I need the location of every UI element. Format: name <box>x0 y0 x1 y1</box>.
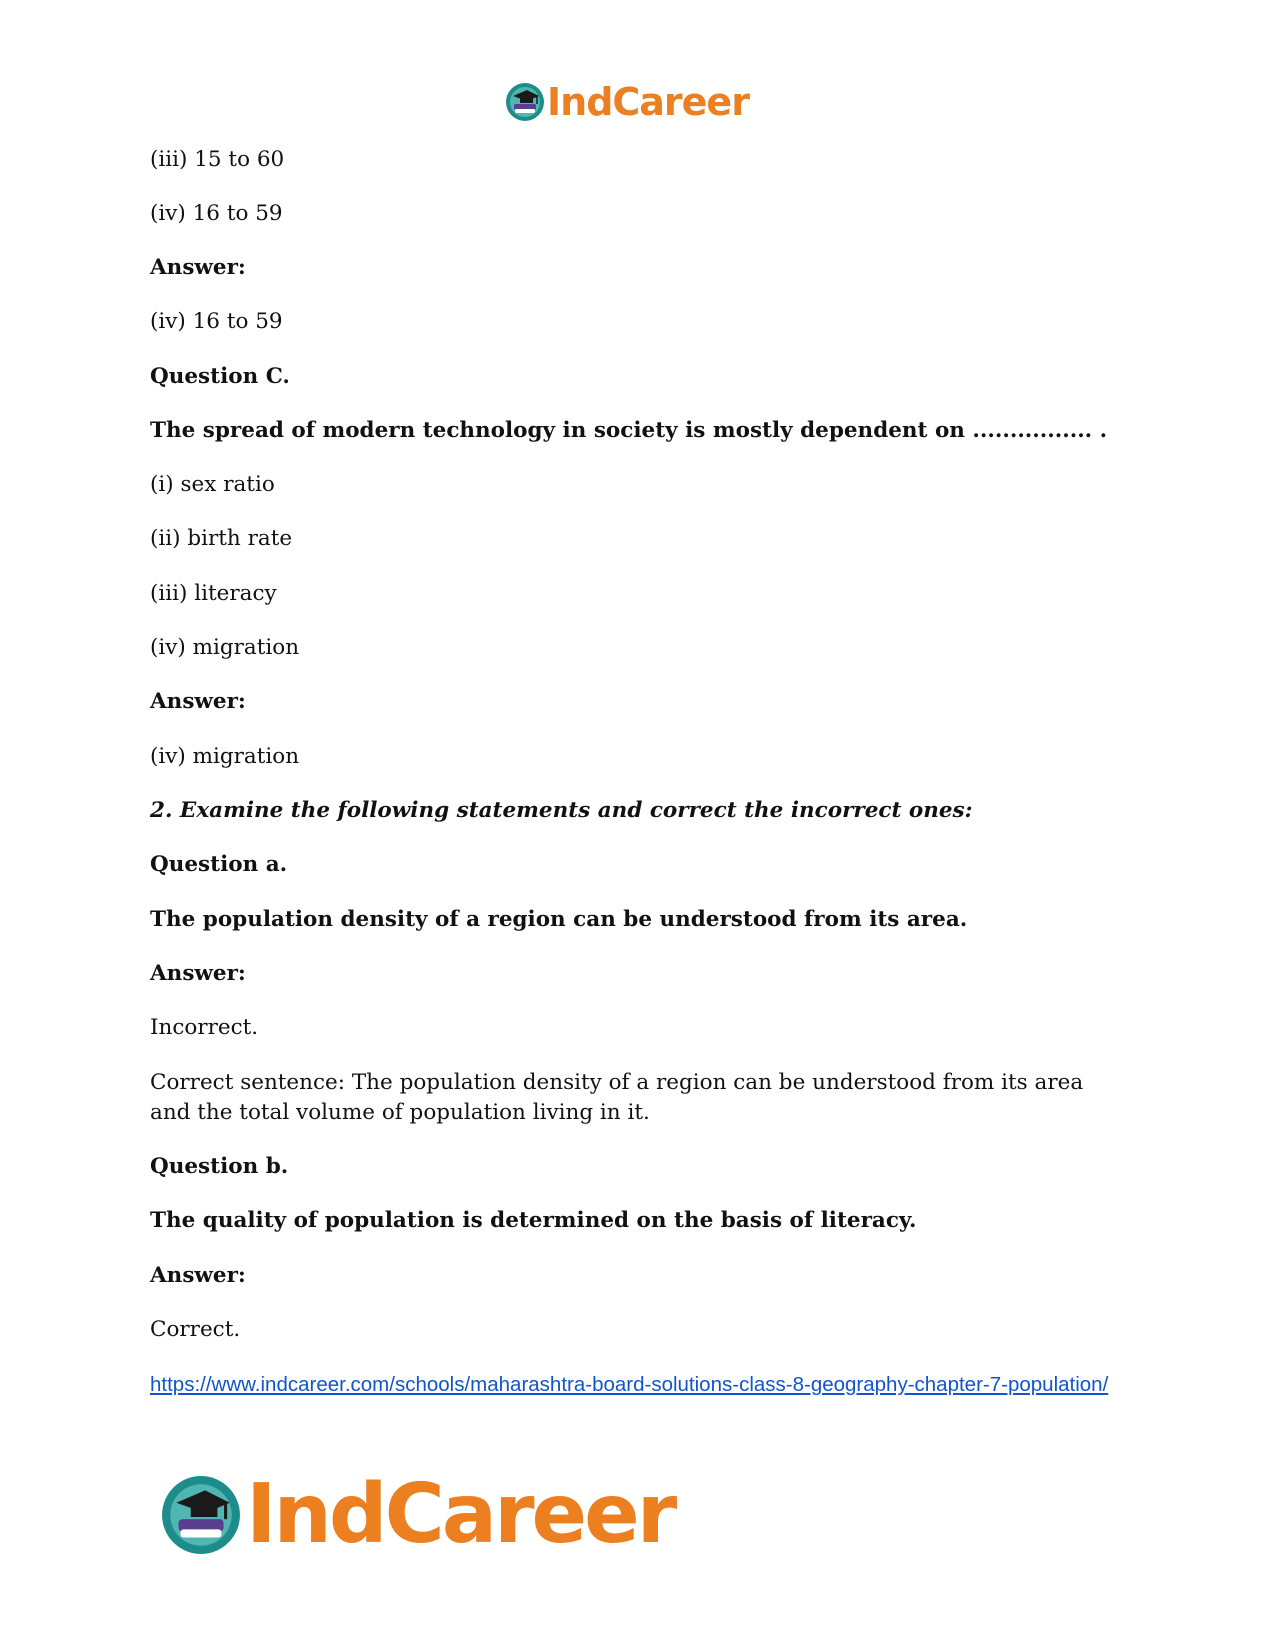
answer-verdict: Correct. <box>150 1317 241 1342</box>
answer-label: Answer: <box>150 961 246 986</box>
section-heading: 2. Examine the following statements and correct the incorrect ones: <box>150 798 973 823</box>
option-iv-age: (iv) 16 to 59 <box>150 201 283 226</box>
answer-text: (iv) migration <box>150 744 300 769</box>
header-logo-text: IndCareer <box>547 80 749 124</box>
graduation-cap-books-icon <box>505 82 545 122</box>
footer-logo <box>160 1467 675 1562</box>
answer-correction: Correct sentence: The population density of a region can be understood from its area and the total volume of population living in it. <box>150 1070 1084 1125</box>
answer-text: (iv) 16 to 59 <box>150 309 283 334</box>
question-c-text: The spread of modern technology in society is mostly dependent on ................ . <box>150 418 1108 443</box>
question-a-text: The population density of a region can be understood from its area. <box>150 907 968 932</box>
question-b-text: The quality of population is determined on the basis of literacy. <box>150 1208 917 1233</box>
question-a-label: Question a. <box>150 852 288 877</box>
question-b-label: Question b. <box>150 1154 289 1179</box>
option-i: (i) sex ratio <box>150 472 275 497</box>
option-iv: (iv) migration <box>150 635 300 660</box>
answer-verdict: Incorrect. <box>150 1015 259 1040</box>
answer-label: Answer: <box>150 1263 246 1288</box>
header-logo <box>505 80 749 124</box>
option-iii: (iii) literacy <box>150 581 277 606</box>
answer-label: Answer: <box>150 689 246 714</box>
source-url-link[interactable]: https://www.indcareer.com/schools/maharashtra-board-solutions-class-8-geography-chapter-7-population/ <box>150 1373 1109 1396</box>
footer-logo-text: IndCareer <box>246 1467 675 1562</box>
answer-label: Answer: <box>150 255 246 280</box>
question-c-label: Question C. <box>150 364 290 389</box>
option-iii-age: (iii) 15 to 60 <box>150 147 285 172</box>
graduation-cap-books-icon <box>160 1474 242 1556</box>
option-ii: (ii) birth rate <box>150 526 293 551</box>
